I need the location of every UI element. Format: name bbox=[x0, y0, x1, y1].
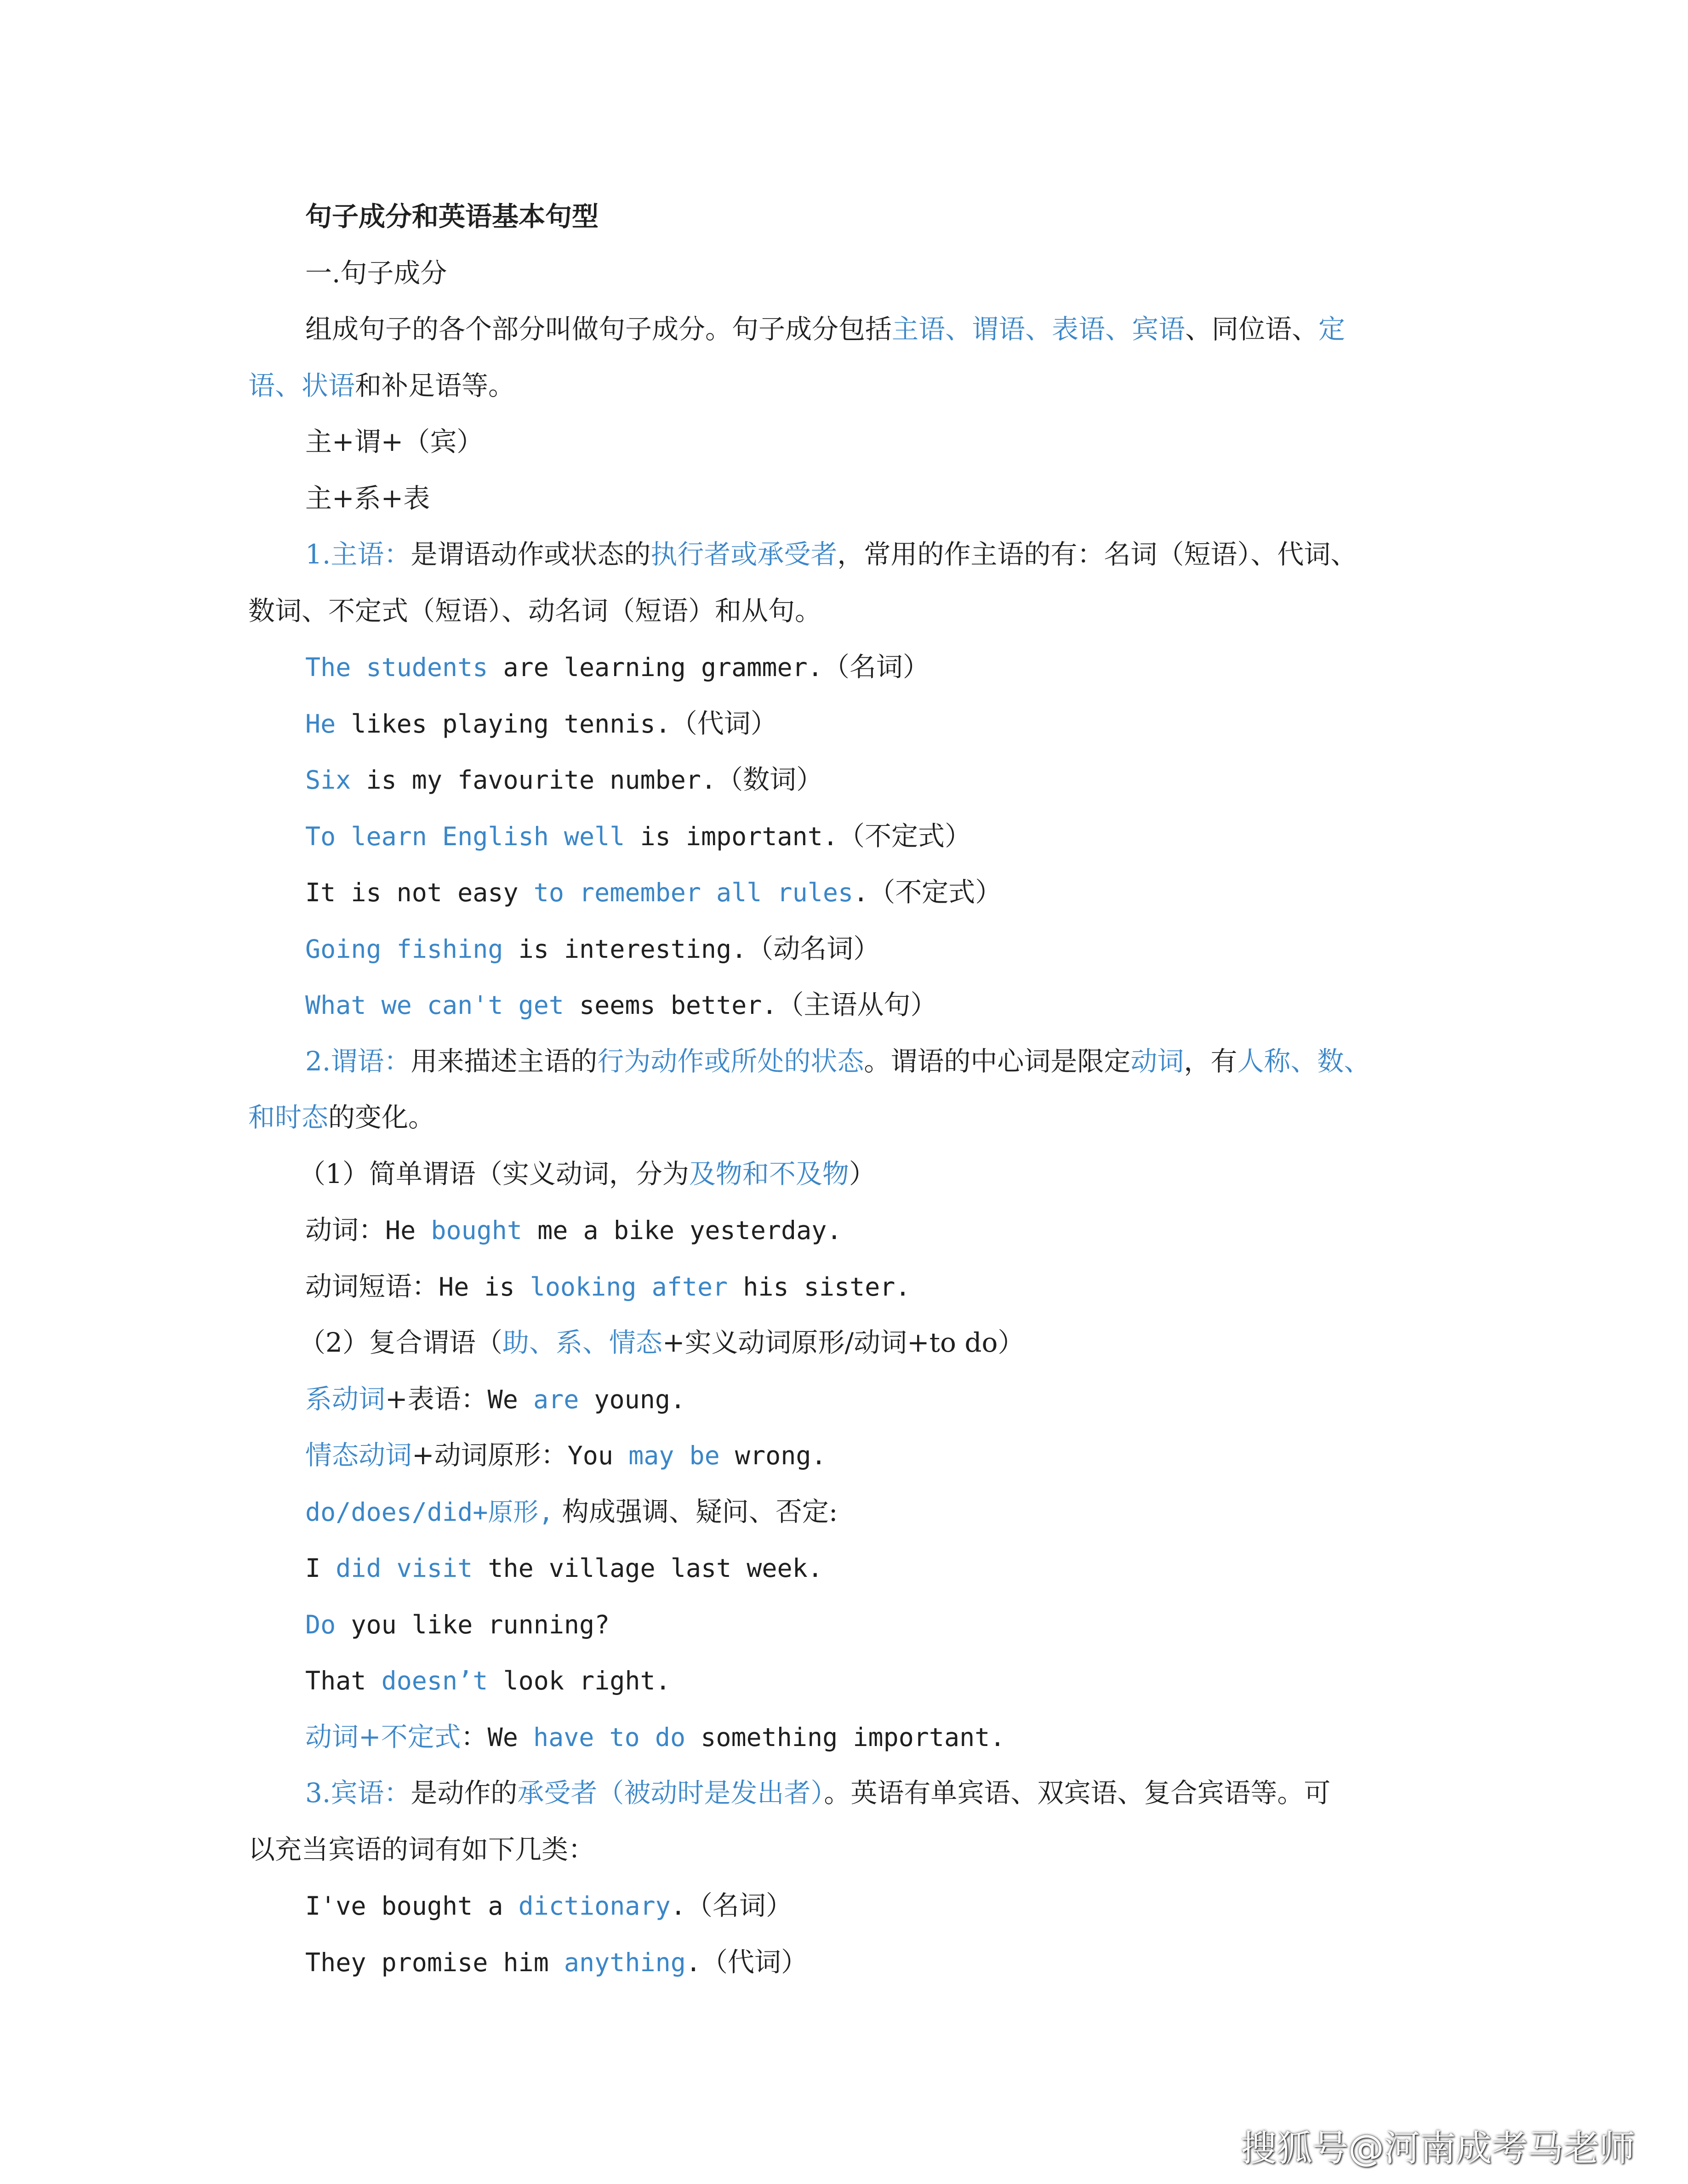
intro-paragraph-line1: 组成句子的各个部分叫做句子成分。句子成分包括主语、谓语、表语、宾语、同位语、定 bbox=[305, 313, 1346, 345]
example-sentence: 动词：He bought me a bike yesterday. bbox=[305, 1214, 842, 1246]
subject-definition-line2: 数词、不定式（短语）、动名词（短语）和从句。 bbox=[248, 595, 822, 626]
compound-predicate-heading: （2）复合谓语（助、系、情态+实义动词原形/动词+to do） bbox=[299, 1327, 1025, 1358]
do-emphasis-heading: do/does/did+原形, 构成强调、疑问、否定: bbox=[305, 1496, 838, 1527]
predicate-definition-line1: 2.谓语：用来描述主语的行为动作或所处的状态。谓语的中心词是限定动词，有人称、数、 bbox=[305, 1045, 1371, 1077]
pattern-svc: 主+系+表 bbox=[305, 482, 430, 514]
example-sentence: 动词短语：He is looking after his sister. bbox=[305, 1270, 911, 1302]
subject-definition-line1: 1.主语：是谓语动作或状态的执行者或承受者，常用的作主语的有：名词（短语）、代词、 bbox=[305, 539, 1357, 570]
example-sentence: That doesn’t look right. bbox=[305, 1666, 671, 1695]
example-sentence: I've bought a dictionary.（名词） bbox=[305, 1890, 793, 1921]
example-sentence: Going fishing is interesting.（动名词） bbox=[305, 933, 880, 964]
example-sentence: 动词+不定式：We have to do something important. bbox=[305, 1721, 1005, 1752]
example-sentence: Do you like running? bbox=[305, 1610, 610, 1639]
object-definition-line2: 以充当宾语的词有如下几类： bbox=[248, 1833, 595, 1865]
object-definition-line1: 3.宾语：是动作的承受者（被动时是发出者）。英语有单宾语、双宾语、复合宾语等。可 bbox=[305, 1777, 1331, 1809]
simple-predicate-heading: （1）简单谓语（实义动词，分为及物和不及物） bbox=[299, 1158, 876, 1189]
page-title: 句子成分和英语基本句型 bbox=[305, 201, 599, 232]
watermark: 搜狐号@河南成考马老师 bbox=[1240, 2128, 1635, 2169]
example-sentence: Six is my favourite number.（数词） bbox=[305, 764, 823, 795]
example-sentence: He likes playing tennis.（代词） bbox=[305, 707, 777, 739]
intro-paragraph-line2: 语、状语和补足语等。 bbox=[248, 370, 515, 401]
example-sentence: To learn English well is important.（不定式） bbox=[305, 820, 971, 852]
example-sentence: It is not easy to remember all rules.（不定式） bbox=[305, 876, 1002, 908]
example-sentence: The students are learning grammer.（名词） bbox=[305, 651, 930, 682]
document-page bbox=[248, 188, 1453, 1990]
example-sentence: 情态动词+动词原形：You may be wrong. bbox=[305, 1439, 827, 1471]
example-sentence: They promise him anything.（代词） bbox=[305, 1946, 808, 1978]
example-sentence: I did visit the village last week. bbox=[305, 1553, 823, 1583]
example-sentence: 系动词+表语：We are young. bbox=[305, 1383, 686, 1415]
predicate-definition-line2: 和时态的变化。 bbox=[248, 1102, 435, 1133]
example-sentence: What we can't get seems better.（主语从句） bbox=[305, 989, 937, 1020]
section-heading: 一.句子成分 bbox=[305, 257, 447, 289]
pattern-svo: 主+谓+（宾） bbox=[305, 426, 484, 457]
